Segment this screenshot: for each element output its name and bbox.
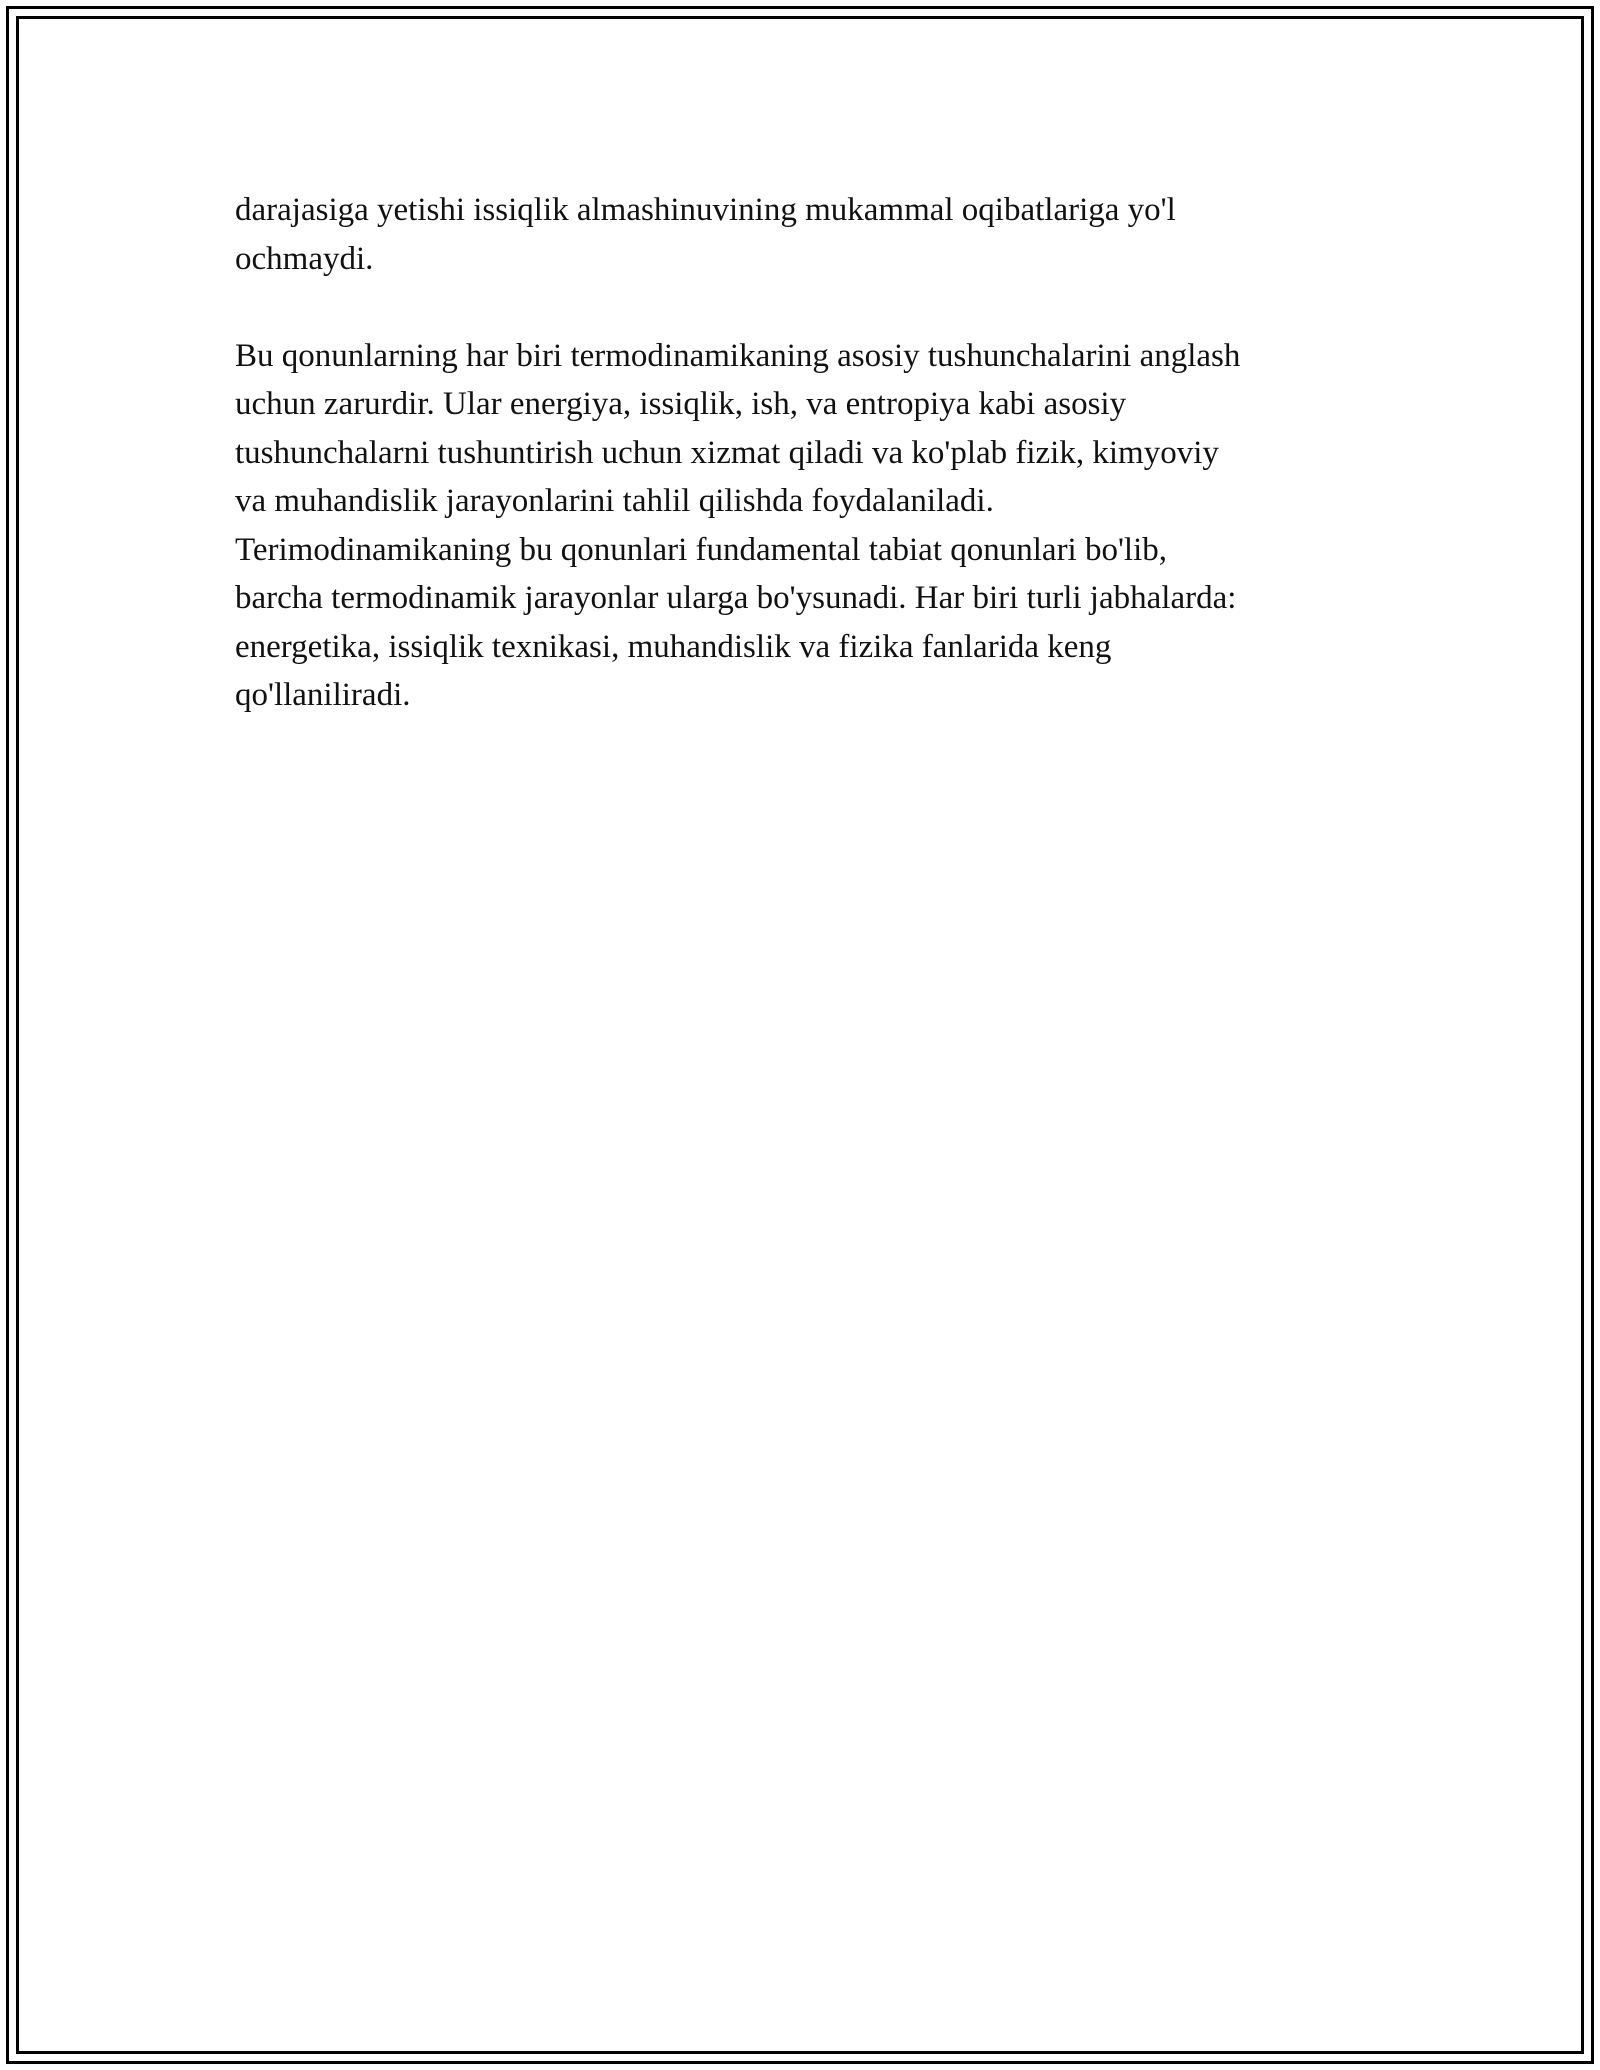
text-line: uchun zarurdir. Ular energiya, issiqlik, ish, va entropiya kabi asosiy xyxy=(235,386,1127,422)
text-line: ochmaydi. xyxy=(235,240,374,277)
text-line: Terimodinamikaning bu qonunlari fundamental tabiat qonunlari bo'lib, xyxy=(235,531,1168,568)
document-body xyxy=(235,186,1365,720)
text-line: darajasiga yetishi issiqlik almashinuvining mukammal oqibatlariga yo'l xyxy=(235,192,1176,228)
text-line: tushunchalarni tushuntirish uchun xizmat qiladi va ko'plab fizik, kimyoviy xyxy=(235,434,1219,471)
paragraph-1 xyxy=(235,186,1365,283)
paragraph-2 xyxy=(235,332,1365,720)
text-line: Bu qonunlarning har biri termodinamikaning asosiy tushunchalarini anglash xyxy=(235,337,1241,374)
text-line: va muhandislik jarayonlarini tahlil qilishda foydalaniladi. xyxy=(235,483,994,519)
text-line: energetika, issiqlik texnikasi, muhandislik va fizika fanlarida keng xyxy=(235,628,1112,665)
text-line: barcha termodinamik jarayonlar ularga bo'ysunadi. Har biri turli jabhalarda: xyxy=(235,580,1237,616)
text-line: qo'llaniliradi. xyxy=(235,677,411,713)
paragraph-spacer xyxy=(235,283,1365,332)
